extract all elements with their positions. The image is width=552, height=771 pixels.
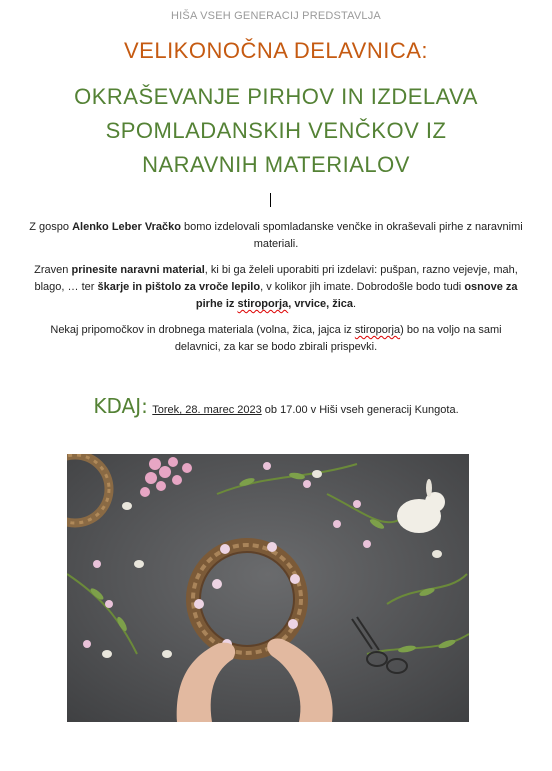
intro-paragraph (28, 219, 524, 253)
event-date: Torek, 28. marec 2023 (152, 404, 262, 416)
materials-bold-4: stiroporja (237, 298, 289, 310)
materials-bold-2: škarje in pištolo za vroče lepilo (97, 281, 261, 293)
subtitle-line-3: NARAVNIH MATERIALOV (142, 152, 410, 177)
intro-text: Z gospo (29, 221, 73, 233)
materials-text-4: . (353, 298, 357, 310)
materials-bold-1: prinesite naravni material (71, 264, 205, 276)
when-label: KDAJ: (93, 394, 148, 418)
materials-bold-5: , vrvice, žica (288, 298, 354, 310)
event-title: VELIKONOČNA DELAVNICA: (123, 38, 428, 63)
wreath-photo-illustration (67, 454, 469, 722)
text-cursor (270, 193, 271, 207)
subtitle-line-1: OKRAŠEVANJE PIRHOV IN IZDELAVA (74, 84, 478, 109)
subtitle-line-2: SPOMLADANSKIH VENČKOV IZ (105, 118, 447, 143)
supplies-text-2: stiroporja (354, 324, 401, 336)
materials-paragraph (28, 262, 524, 313)
supplies-text-3: ) bo na voljo na sami delavnici, za kar se bodo zbirali prispevki. (174, 324, 502, 353)
organizer-header: HIŠA VSEH GENERACIJ PREDSTAVLJA (171, 10, 381, 22)
instructor-name: Alenko Leber Vračko (72, 221, 181, 233)
materials-text: Zraven (34, 264, 72, 276)
supplies-paragraph (28, 322, 524, 356)
supplies-text: Nekaj pripomočkov in drobnega materiala (volna, žica, jajca iz (50, 324, 355, 336)
materials-bold-3: osnove za pirhe iz (195, 281, 518, 310)
wreath-photo (67, 454, 469, 722)
event-when (0, 394, 552, 418)
event-location: ob 17.00 v Hiši vseh generacij Kungota. (261, 404, 459, 416)
event-subtitle (20, 80, 532, 182)
intro-text-cont: bomo izdelovali spomladanske venčke in okraševali pirhe z naravnimi materiali. (180, 221, 523, 250)
materials-text-2: , ki bi ga želeli uporabiti pri izdelavi: pušpan, razno vejevje, mah, blago, … ter (34, 264, 518, 293)
materials-text-3: , v kolikor jih imate. Dobrodošle bodo tudi (260, 281, 465, 293)
